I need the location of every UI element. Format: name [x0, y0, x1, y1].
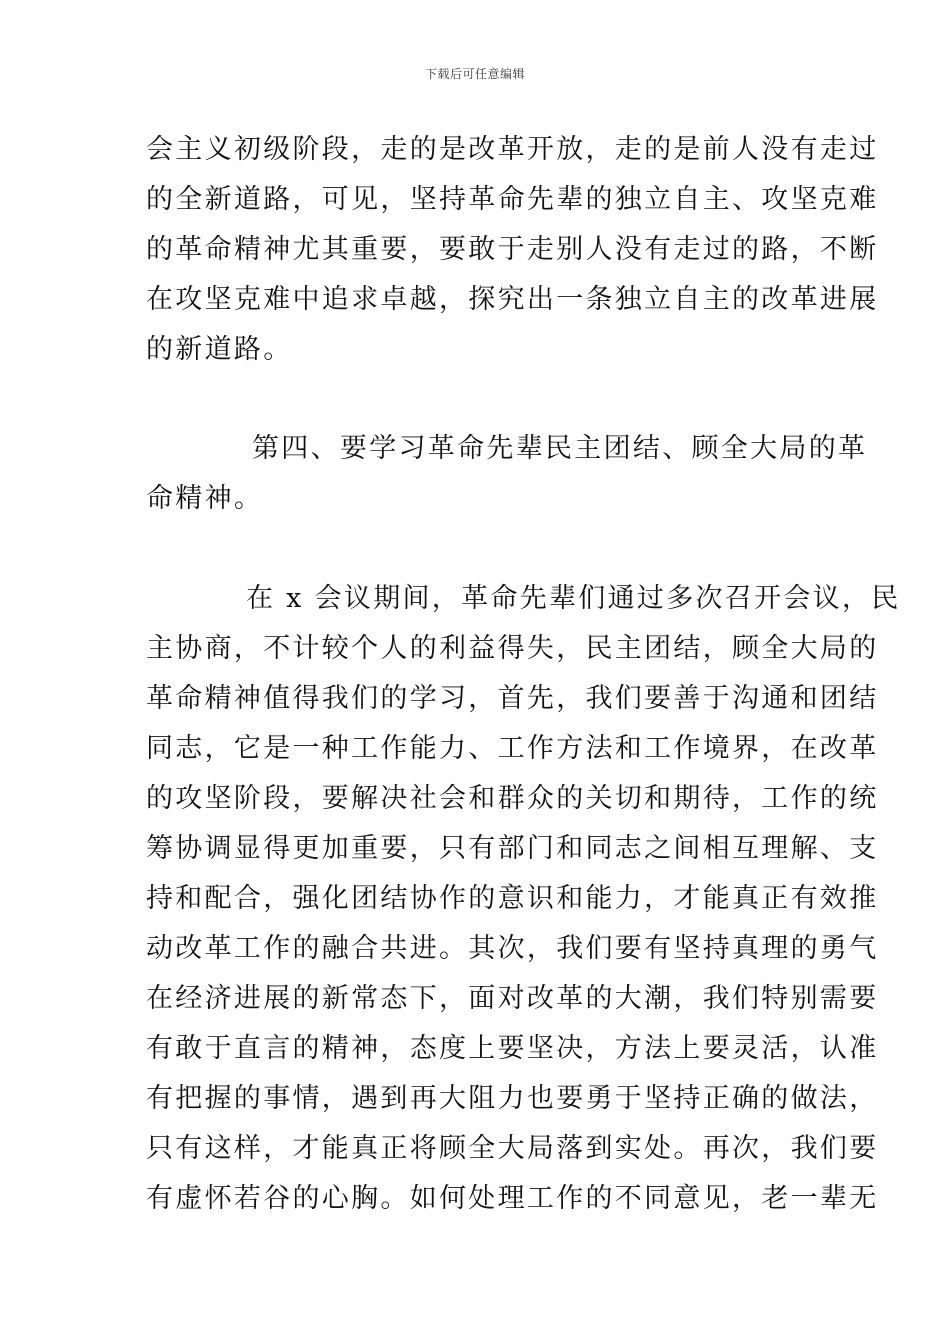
paragraph-1 — [146, 125, 879, 375]
text-line: 会主义初级阶段，走的是改革开放，走的是前人没有走过 — [146, 134, 879, 165]
text-line: 有虚怀若谷的心胸。如何处理工作的不同意见，老一辈无 — [146, 1183, 879, 1214]
text-line: 的攻坚阶段，要解决社会和群众的关切和期待，工作的统 — [146, 783, 879, 814]
paragraph-3 — [146, 574, 901, 1224]
text-line: 有把握的事情，遇到再大阻力也要勇于坚持正确的做法， — [146, 1083, 879, 1114]
text-line: 在经济进展的新常态下，面对改革的大潮，我们特别需要 — [146, 983, 879, 1014]
text-line: 命精神。 — [146, 483, 264, 514]
text-line: 在 x 会议期间，革命先辈们通过多次召开会议，民 — [246, 583, 901, 614]
text-line: 同志，它是一种工作能力、工作方法和工作境界，在改革 — [146, 733, 879, 764]
text-line-indented — [146, 424, 868, 474]
text-line: 在攻坚克难中追求卓越，探究出一条独立自主的改革进展 — [146, 284, 879, 315]
page-header: 下载后可任意编辑 — [424, 67, 525, 81]
paragraph-2-heading — [146, 424, 868, 524]
text-line: 主协商，不计较个人的利益得失，民主团结，顾全大局的 — [146, 633, 879, 664]
text-line: 革命精神值得我们的学习，首先，我们要善于沟通和团结 — [146, 683, 879, 714]
text-line: 动改革工作的融合共进。其次，我们要有坚持真理的勇气 — [146, 933, 879, 964]
text-line: 持和配合，强化团结协作的意识和能力，才能真正有效推 — [146, 883, 879, 914]
text-line: 只有这样，才能真正将顾全大局落到实处。再次，我们要 — [146, 1133, 879, 1164]
text-line: 筹协调显得更加重要，只有部门和同志之间相互理解、支 — [146, 833, 879, 864]
text-line: 的全新道路，可见，坚持革命先辈的独立自主、攻坚克难 — [146, 184, 879, 215]
text-line-indented — [146, 574, 901, 624]
text-line: 的新道路。 — [146, 334, 293, 365]
text-line: 的革命精神尤其重要，要敢于走别人没有走过的路，不断 — [146, 234, 879, 265]
text-line: 第四、要学习革命先辈民主团结、顾全大局的革 — [252, 433, 868, 464]
text-line: 有敢于直言的精神，态度上要坚决，方法上要灵活，认准 — [146, 1033, 879, 1064]
